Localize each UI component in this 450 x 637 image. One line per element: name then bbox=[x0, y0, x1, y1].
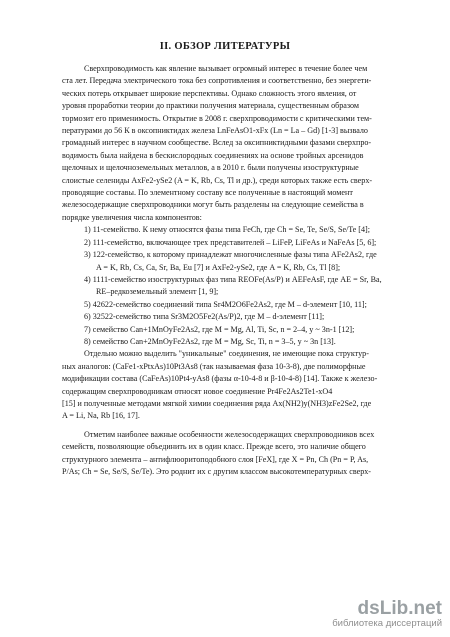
text-line: железосодержащие сверхпроводники могут быть разделены на следующие семейства в bbox=[62, 200, 364, 210]
watermark bbox=[332, 598, 442, 629]
text-line: ста лет. Передача электрического тока без сопротивления и соответственно, без энергети- bbox=[62, 76, 372, 86]
body-text bbox=[62, 63, 402, 478]
text-line: щелочных и щелочноземельных металлов, а в 2010 г. были получены изоструктурные bbox=[62, 163, 359, 173]
text-line: 2) 111-семейство, включающее трех представителей – LiFeP, LiFeAs и NaFeAs [5, 6]; bbox=[84, 237, 377, 247]
text-line: 5) 42622-семейство соединений типа Sr4M2O6Fe2As2, где M – d-элемент [10, 11]; bbox=[84, 299, 367, 309]
text-line: ческих потерь открывает широкие перспективы. Однако сложность этого явления, от bbox=[62, 88, 357, 98]
text-line: RE–редкоземельный элемент [1, 9]; bbox=[96, 287, 219, 297]
text-line: 4) 1111-семейство изоструктурных фаз типа REOFe(As/P) и AEFeAsF, где AE = Sr, Ba, bbox=[84, 274, 382, 284]
text-line: Отдельно можно выделить "уникальные" соединения, не имеющие пока структур- bbox=[84, 349, 369, 359]
section-title: II. ОБЗОР ЛИТЕРАТУРЫ bbox=[159, 41, 291, 52]
text-line: 3) 122-семейство, к которому принадлежат многочисленные фазы типа AFe2As2, где bbox=[84, 250, 377, 260]
text-line: водимость была найдена в бескислородных соединениях на основе тройных арсенидов bbox=[62, 150, 364, 160]
text-line: тормозит его применимость. Открытие в 2008 г. сверхпроводимости с критическими тем- bbox=[62, 113, 372, 123]
text-line: громадный интерес в научном сообществе. Вслед за оксипниктидными фазами сверхпро- bbox=[62, 138, 372, 148]
text-line: слоистые селениды AxFe2-ySe2 (A = K, Rb, Cs, Tl и др.), среди которых также есть сверх- bbox=[62, 175, 373, 185]
text-line: P/As; Ch = Se, Se/S, Se/Te). Это роднит их с другим классом высокотемпературных сверх- bbox=[62, 467, 371, 476]
text-line: семейств, позволяющие объединить их в один класс. Прежде всего, это наличие общего bbox=[62, 442, 366, 452]
text-line: Отметим наиболее важные особенности железосодержащих сверхпроводников всех bbox=[84, 429, 375, 439]
text-line: порядке увеличения числа компонентов: bbox=[62, 212, 202, 222]
text-line: A = Li, Na, Rb [16, 17]. bbox=[62, 411, 140, 421]
text-line: ных аналогов: (CaFe1-xPtxAs)10Pt3As8 (так называемая фаза 10-3-8), две полиморфные bbox=[62, 361, 366, 371]
text-line: 1) 11-семейство. К нему относятся фазы типа FeCh, где Ch = Se, Te, Se/S, Se/Te [4]; bbox=[84, 225, 370, 235]
watermark-logo: dsLib.net bbox=[357, 598, 442, 619]
text-line: уровня проработки теории до практики получения материала, существенным образом bbox=[62, 101, 360, 111]
text-line: 6) 32522-семейство типа Sr3M2O5Fe2(As/P)2, где M – d-элемент [11]; bbox=[84, 312, 325, 322]
text-line: [15] и полученные методами мягкой химии соединения ряда Ax(NH2)y(NH3)zFe2Se2, где bbox=[62, 398, 372, 408]
text-line: Сверхпроводимость как явление вызывает огромный интерес в течение более чем bbox=[84, 64, 368, 73]
watermark-caption: библиотека диссертаций bbox=[332, 618, 442, 629]
text-line: модификации состава (CaFeAs)10Pt4-yAs8 (фазы α-10-4-8 и β-10-4-8) [14]. Также к железо- bbox=[62, 374, 378, 384]
text-line: пературами до 56 К в оксопниктидах железа LnFeAsO1-xFx (Ln = La – Gd) [1-3] вызвало bbox=[62, 126, 368, 136]
text-line: 7) семейство Can+1MnOyFe2As2, где M = Mg, Al, Ti, Sc, n = 2–4, y ~ 3n-1 [12]; bbox=[84, 324, 355, 334]
text-line: проводящие составы. По элементному составу все полученные в настоящий момент bbox=[62, 188, 353, 198]
text-line: A = K, Rb, Cs, Ca, Sr, Ba, Eu [7] и AxFe2-ySe2, где A = K, Rb, Cs, Tl [8]; bbox=[96, 262, 341, 272]
text-line: содержащим сверхпроводникам относят новое соединение Pr4Fe2As2Te1-xO4 bbox=[62, 386, 333, 396]
text-line: структурного элемента – антифлюоритоподобного слоя [FeX], где X = Pn, Ch (Pn = P, As, bbox=[62, 454, 369, 464]
text-line: 8) семейство Can+2MnOyFe2As2, где M = Mg, Sc, Ti, n = 3–5, y ~ 3n [13]. bbox=[84, 336, 336, 346]
